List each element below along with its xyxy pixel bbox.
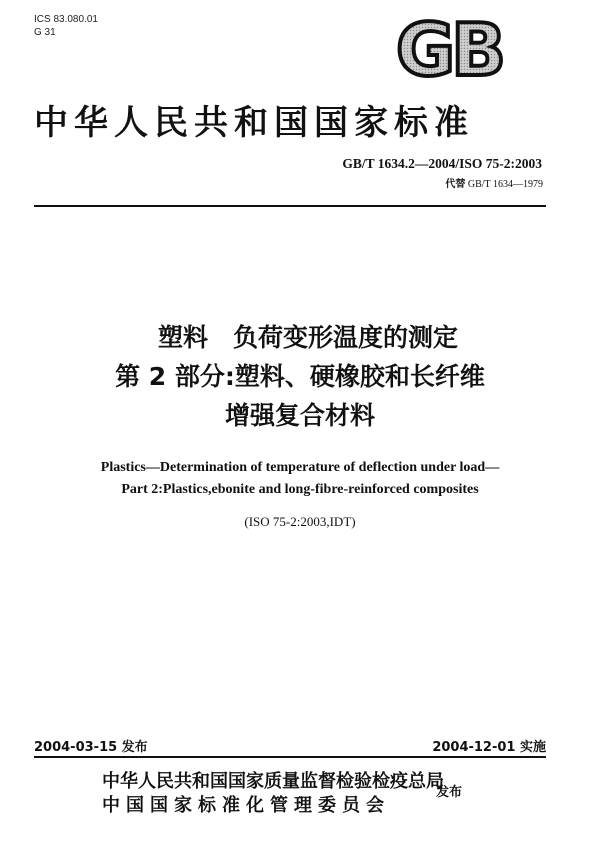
english-title-line1: Plastics—Determination of temperature of deflection under load— bbox=[100, 460, 500, 475]
chinese-title-line2: 第 2 部分:塑料、硬橡胶和长纤维 bbox=[115, 362, 485, 391]
class-code: G 31 bbox=[34, 27, 56, 38]
english-title-line2: Part 2:Plastics,ebonite and long-fibre-reinforced composites bbox=[121, 482, 479, 497]
chinese-title-line1: 塑料 负荷变形温度的测定 bbox=[157, 323, 458, 352]
gb-logo-text: GB bbox=[396, 14, 502, 84]
replaces-standard: GB/T 1634—1979 bbox=[467, 179, 543, 190]
standard-number: GB/T 1634.2—2004/ISO 75-2:2003 bbox=[342, 156, 542, 171]
chinese-title bbox=[0, 318, 600, 435]
chinese-title-line3: 增强复合材料 bbox=[224, 401, 375, 430]
issuer-line2: 中国国家标准化管理委员会 bbox=[102, 795, 390, 816]
gb-logo bbox=[388, 14, 510, 84]
iso-reference: (ISO 75-2:2003,IDT) bbox=[244, 514, 356, 529]
replaces-label: 代替 bbox=[445, 179, 466, 190]
implementation-date: 2004-12-01 实施 bbox=[432, 740, 546, 755]
issuing-authorities bbox=[102, 770, 444, 818]
issue-date: 2004-03-15 发布 bbox=[34, 740, 148, 755]
footer-divider bbox=[34, 756, 546, 758]
ics-code: ICS 83.080.01 bbox=[34, 14, 98, 25]
classification-codes bbox=[34, 13, 98, 39]
publish-label: 发布 bbox=[436, 785, 463, 800]
replaces-line bbox=[445, 175, 543, 190]
header-divider bbox=[34, 205, 546, 207]
english-title bbox=[0, 457, 600, 501]
standard-category-title: 中华人民共和国国家标准 bbox=[34, 103, 474, 143]
issuer-line1: 中华人民共和国国家质量监督检验检疫总局 bbox=[102, 771, 444, 792]
